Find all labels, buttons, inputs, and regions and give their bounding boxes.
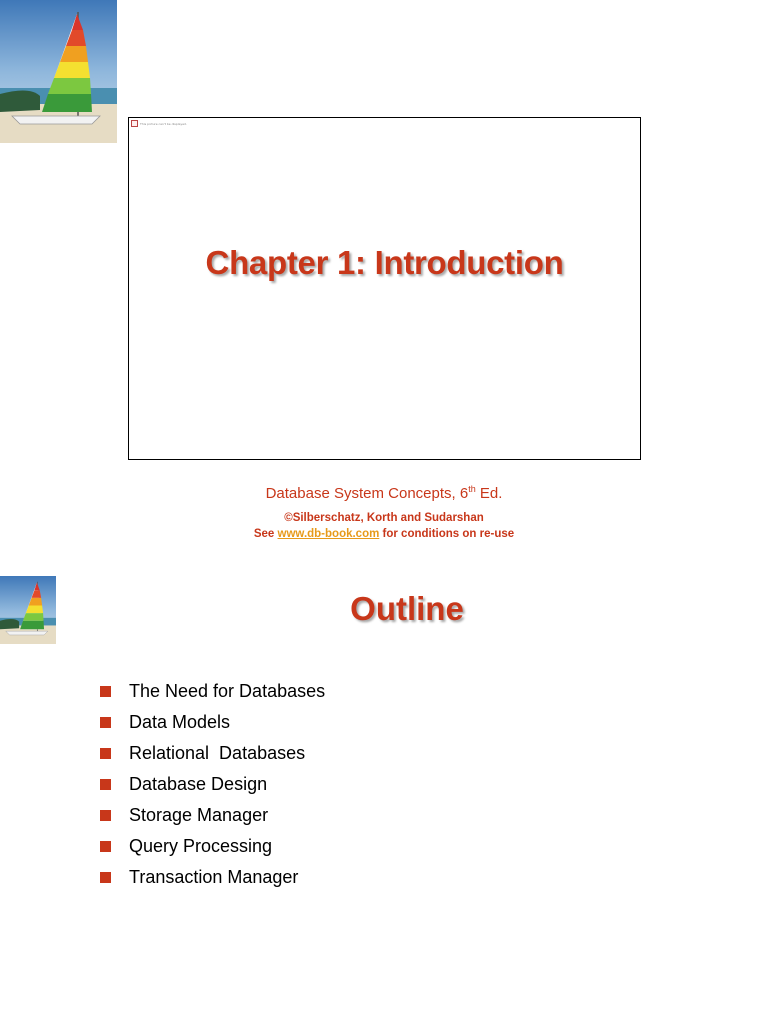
chapter-title: Chapter 1: Introduction [205, 244, 564, 281]
outline-title: Outline [350, 590, 464, 627]
list-item-text: Transaction Manager [129, 867, 299, 887]
slide-title-frame [128, 117, 641, 460]
list-item-text: The Need for Databases [129, 681, 326, 701]
book-title-sup: th [468, 484, 476, 494]
square-bullet-icon [100, 748, 111, 759]
square-bullet-icon [100, 872, 111, 883]
broken-image-text: This picture can't be displayed. [140, 121, 187, 126]
see-suffix: for conditions on re-use [379, 528, 515, 540]
sailboat-logo-icon [0, 0, 117, 143]
square-bullet-icon [100, 779, 111, 790]
book-title-prefix: Database System Concepts, 6 [265, 485, 469, 502]
list-item-text: Database Design [129, 774, 268, 794]
square-bullet-icon [100, 841, 111, 852]
broken-image-placeholder [131, 120, 187, 127]
list-item [100, 676, 325, 707]
list-item-text: Query Processing [129, 836, 273, 856]
square-bullet-icon [100, 717, 111, 728]
list-item [100, 707, 325, 738]
list-item-text: Data Models [129, 712, 231, 732]
list-item [100, 862, 325, 893]
book-title-suffix: Ed. [475, 485, 503, 502]
broken-image-icon [131, 120, 138, 127]
copyright-line: ©Silberschatz, Korth and Sudarshan [284, 512, 484, 524]
reuse-conditions-line [0, 528, 768, 540]
square-bullet-icon [100, 686, 111, 697]
db-book-link[interactable]: www.db-book.com [277, 528, 380, 540]
list-item [100, 769, 325, 800]
outline-list [100, 676, 325, 893]
list-item-text: Storage Manager [129, 805, 269, 825]
square-bullet-icon [100, 810, 111, 821]
list-item [100, 831, 325, 862]
list-item [100, 800, 325, 831]
list-item [100, 738, 325, 769]
book-title [0, 484, 768, 502]
see-prefix: See [253, 528, 278, 540]
list-item-text: Relational Databases [129, 743, 306, 763]
